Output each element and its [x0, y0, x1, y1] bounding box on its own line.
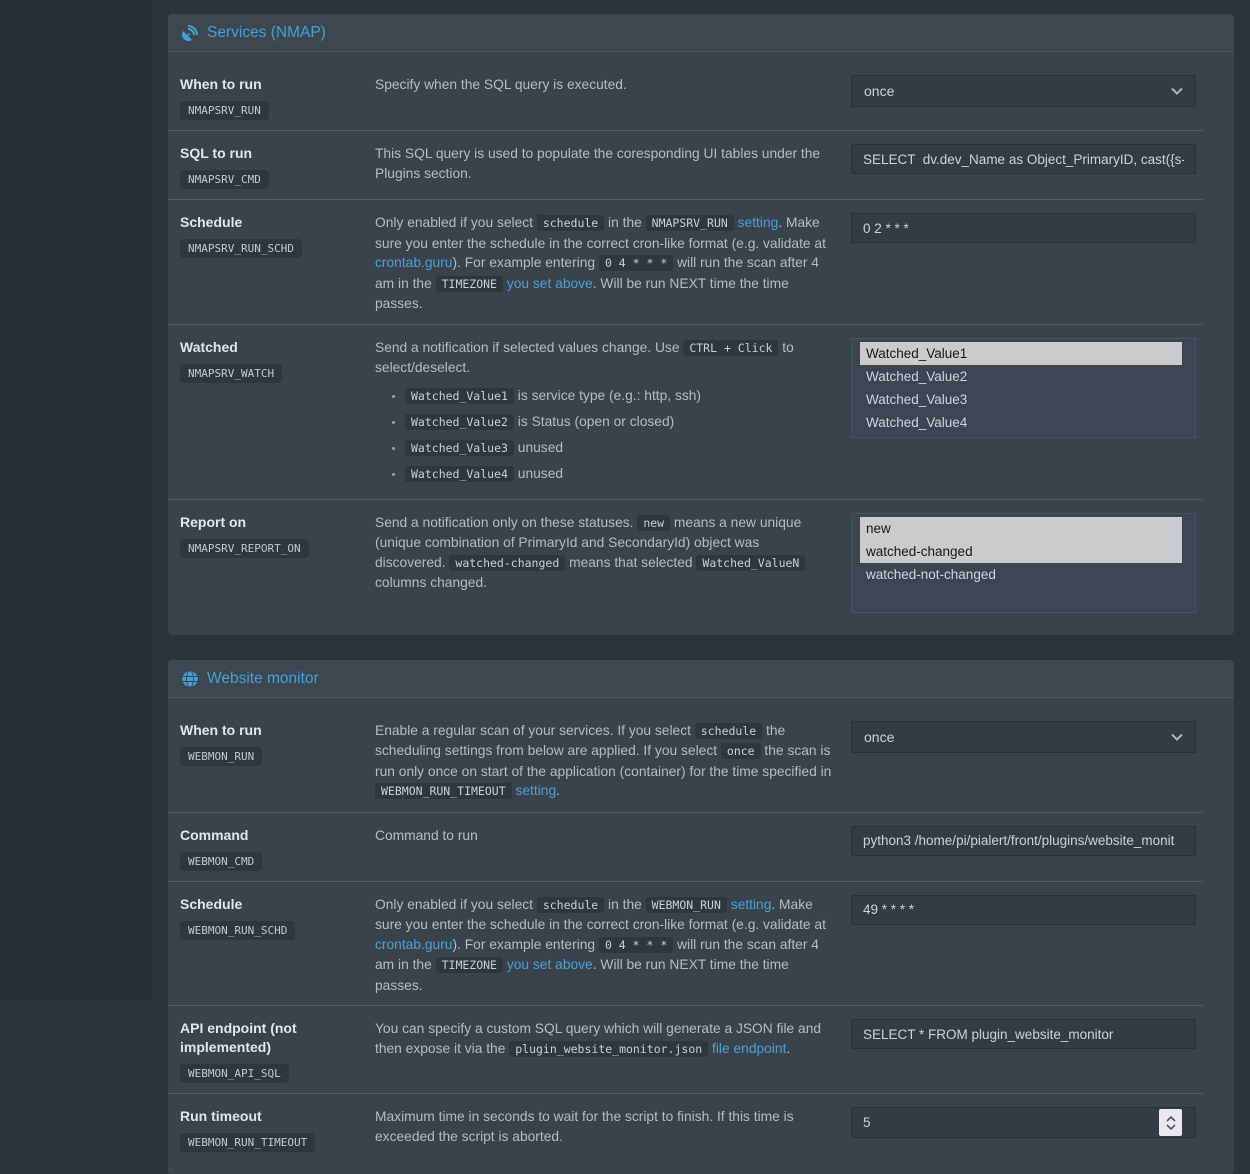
- setting-row-webmon-cmd: [168, 812, 1203, 881]
- text-run: is Status (open or closed): [514, 414, 674, 429]
- setting-key-badge: NMAPSRV_REPORT_ON: [180, 539, 309, 558]
- text-run: . Make sure you enter the schedule in the correct cron-like format (e.g. validate at: [375, 897, 826, 933]
- webmon-run-timeout-input[interactable]: [851, 1107, 1196, 1138]
- inline-link[interactable]: setting: [515, 783, 556, 798]
- setting-label: When to run: [180, 721, 363, 740]
- inline-code: WEBMON_RUN_TIMEOUT: [375, 783, 512, 799]
- setting-label: SQL to run: [180, 144, 363, 163]
- webmon-api-sql-input[interactable]: [851, 1019, 1196, 1049]
- setting-label: Report on: [180, 513, 363, 532]
- nmapsrv-run-schd-input[interactable]: [851, 213, 1196, 243]
- text-run: will run the scan after 4 am in the: [375, 255, 819, 291]
- inline-code: TIMEZONE: [436, 276, 503, 292]
- webmon-run-select[interactable]: [851, 721, 1196, 753]
- section-body: [168, 698, 1234, 1174]
- setting-row-webmon-run-schd: [168, 881, 1203, 1006]
- setting-description: [375, 144, 843, 183]
- section-title: [182, 670, 1220, 688]
- setting-row-webmon-run-timeout: [168, 1093, 1203, 1162]
- text-run: ). For example entering: [452, 255, 598, 270]
- section-title-text: Services (NMAP): [207, 24, 326, 42]
- multiselect-option[interactable]: Watched_Value4: [860, 411, 1182, 434]
- setting-label: Watched: [180, 338, 363, 357]
- settings-content: [152, 0, 1250, 1000]
- settings-section-services-nmap: [168, 14, 1234, 635]
- setting-description: [375, 513, 843, 593]
- setting-key-badge: WEBMON_RUN_SCHD: [180, 921, 295, 940]
- setting-key-badge: WEBMON_CMD: [180, 852, 262, 871]
- webmon-cmd-input[interactable]: [851, 826, 1196, 856]
- text-run: Maximum time in seconds to wait for the script to finish. If this time is exceeded the script is aborted.: [375, 1109, 794, 1144]
- setting-description: [375, 213, 843, 314]
- inline-code: Watched_Value1: [405, 388, 514, 404]
- inline-code: CTRL + Click: [683, 340, 778, 356]
- section-title-text: Website monitor: [207, 670, 319, 688]
- inline-code: plugin_website_monitor.json: [509, 1041, 708, 1057]
- text-run: You can specify a custom SQL query which will generate a JSON file and then expose it via the: [375, 1021, 821, 1056]
- text-run: Enable a regular scan of your services. If you select: [375, 723, 695, 738]
- globe-icon: [182, 671, 198, 687]
- setting-description: [375, 1019, 843, 1059]
- inline-code: Watched_Value4: [405, 466, 514, 482]
- text-run: the scheduling settings from below are applied. If you select: [375, 723, 785, 759]
- nmapsrv-watch-multiselect[interactable]: [851, 338, 1196, 438]
- inline-code: 0 4 * * *: [599, 255, 673, 271]
- chevron-down-icon: [1171, 87, 1183, 95]
- description-bullet-list: [375, 385, 833, 485]
- bullet-item: [405, 437, 833, 459]
- text-run: . Make sure you enter the schedule in the correct cron-like format (e.g. validate at: [375, 215, 826, 251]
- setting-label: Command: [180, 826, 363, 845]
- select-value: once: [864, 83, 894, 99]
- inline-link[interactable]: you set above: [507, 957, 593, 972]
- multiselect-option[interactable]: Watched_Value1: [860, 342, 1182, 365]
- multiselect-option[interactable]: watched-changed: [860, 540, 1182, 563]
- text-run: This SQL query is used to populate the coresponding UI tables under the Plugins section.: [375, 146, 820, 181]
- setting-row-nmapsrv-cmd: [168, 130, 1203, 199]
- inline-link[interactable]: setting: [738, 215, 779, 230]
- text-run: in the: [604, 897, 645, 912]
- multiselect-option[interactable]: watched-not-changed: [860, 563, 1182, 586]
- inline-link[interactable]: setting: [731, 897, 772, 912]
- text-run: unused: [514, 440, 563, 455]
- setting-description: [375, 75, 843, 95]
- inline-code: new: [637, 515, 670, 531]
- inline-code: Watched_Value2: [405, 414, 514, 430]
- setting-row-nmapsrv-report-on: [168, 499, 1203, 623]
- setting-label: Schedule: [180, 895, 363, 914]
- setting-label: API endpoint (not implemented): [180, 1019, 363, 1057]
- setting-row-webmon-run: [168, 708, 1203, 812]
- setting-description: [375, 338, 843, 489]
- settings-section-website-monitor: [168, 660, 1234, 1174]
- text-run: Command to run: [375, 828, 478, 843]
- chevron-down-icon: [1171, 733, 1183, 741]
- setting-row-nmapsrv-run-schd: [168, 199, 1203, 324]
- nmapsrv-cmd-input[interactable]: [851, 144, 1196, 174]
- inline-code: watched-changed: [449, 555, 565, 571]
- setting-key-badge: NMAPSRV_RUN_SCHD: [180, 239, 302, 258]
- webmon-run-schd-input[interactable]: [851, 895, 1196, 925]
- section-title: [182, 24, 1220, 42]
- satellite-dish-icon: [182, 25, 198, 41]
- inline-link[interactable]: file endpoint: [712, 1041, 786, 1056]
- text-run: means that selected: [565, 555, 696, 570]
- text-run: Send a notification if selected values change. Use: [375, 340, 683, 355]
- setting-key-badge: NMAPSRV_WATCH: [180, 364, 282, 383]
- section-body: [168, 52, 1234, 635]
- section-header: [168, 14, 1234, 52]
- text-run: to select/deselect.: [375, 340, 794, 376]
- text-run: .: [786, 1041, 790, 1056]
- inline-code: Watched_Value3: [405, 440, 514, 456]
- setting-key-badge: WEBMON_RUN_TIMEOUT: [180, 1133, 315, 1152]
- text-run: . Will be run NEXT time the time passes.: [375, 957, 789, 993]
- number-value: 5: [863, 1115, 871, 1130]
- setting-key-badge: NMAPSRV_CMD: [180, 170, 269, 189]
- nmapsrv-run-select[interactable]: [851, 75, 1196, 107]
- sidebar: [0, 0, 152, 1000]
- inline-link[interactable]: you set above: [507, 276, 593, 291]
- setting-row-nmapsrv-watch: [168, 324, 1203, 499]
- text-run: ). For example entering: [452, 937, 598, 952]
- inline-code: schedule: [695, 723, 762, 739]
- inline-code: TIMEZONE: [436, 957, 503, 973]
- inline-link[interactable]: crontab.guru: [375, 937, 452, 952]
- text-run: unused: [514, 466, 563, 481]
- text-run: .: [556, 783, 560, 798]
- setting-row-nmapsrv-run: [168, 62, 1203, 130]
- text-run: in the: [604, 215, 645, 230]
- setting-description: [375, 1107, 843, 1146]
- text-run: Specify when the SQL query is executed.: [375, 77, 627, 92]
- setting-label: Schedule: [180, 213, 363, 232]
- inline-code: schedule: [537, 897, 604, 913]
- multiselect-option[interactable]: new: [860, 517, 1182, 540]
- inline-code: once: [721, 743, 761, 759]
- number-stepper[interactable]: [1159, 1109, 1182, 1136]
- setting-description: [375, 895, 843, 996]
- setting-key-badge: WEBMON_RUN: [180, 747, 262, 766]
- text-run: . Will be run NEXT time the time passes.: [375, 276, 789, 312]
- text-run: the scan is run only once on start of the application (container) for the time specified in: [375, 743, 831, 779]
- multiselect-option[interactable]: Watched_Value2: [860, 365, 1182, 388]
- inline-link[interactable]: crontab.guru: [375, 255, 452, 270]
- text-run: is service type (e.g.: http, ssh): [514, 388, 701, 403]
- setting-key-badge: NMAPSRV_RUN: [180, 101, 269, 120]
- text-run: Only enabled if you select: [375, 215, 537, 230]
- select-value: once: [864, 729, 894, 745]
- inline-code: NMAPSRV_RUN: [646, 215, 734, 231]
- inline-code: 0 4 * * *: [599, 937, 673, 953]
- inline-code: Watched_ValueN: [696, 555, 805, 571]
- setting-description: [375, 826, 843, 846]
- text-run: means a new unique (unique combination of PrimaryId and SecondaryId) object was discovered.: [375, 515, 801, 570]
- setting-label: Run timeout: [180, 1107, 363, 1126]
- section-header: [168, 660, 1234, 698]
- multiselect-option[interactable]: Watched_Value3: [860, 388, 1182, 411]
- setting-description: [375, 721, 843, 802]
- bullet-item: [405, 463, 833, 485]
- text-run: will run the scan after 4 am in the: [375, 937, 819, 973]
- setting-row-webmon-api-sql: [168, 1005, 1203, 1093]
- nmapsrv-report-on-multiselect[interactable]: [851, 513, 1196, 613]
- setting-key-badge: WEBMON_API_SQL: [180, 1064, 289, 1083]
- text-run: Send a notification only on these statuses.: [375, 515, 637, 530]
- bullet-item: [405, 411, 833, 433]
- text-run: columns changed.: [375, 575, 487, 590]
- bullet-item: [405, 385, 833, 407]
- setting-label: When to run: [180, 75, 363, 94]
- inline-code: schedule: [537, 215, 604, 231]
- inline-code: WEBMON_RUN: [646, 897, 727, 913]
- text-run: Only enabled if you select: [375, 897, 537, 912]
